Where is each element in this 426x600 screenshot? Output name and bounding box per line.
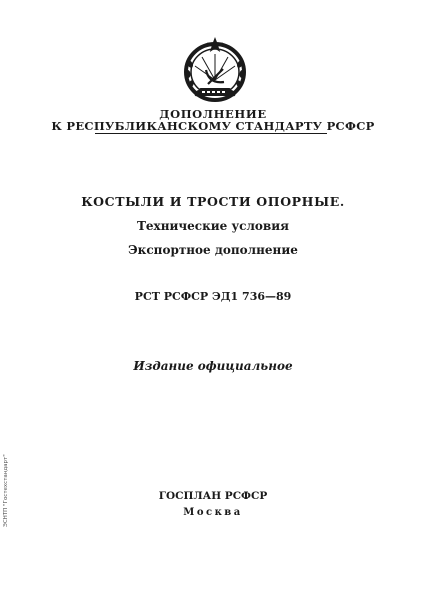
heading-divider bbox=[95, 133, 327, 134]
margin-watermark-note: ЭСНТП "Гостехстандарт" bbox=[3, 454, 9, 527]
document-title: КОСТЫЛИ И ТРОСТИ ОПОРНЫЕ. bbox=[81, 194, 345, 209]
standard-code: РСТ РСФСР ЭД1 736—89 bbox=[134, 290, 292, 303]
rsfsr-coat-of-arms-icon bbox=[182, 36, 248, 104]
official-edition-label: Издание официальное bbox=[133, 359, 293, 373]
publication-city: Москва bbox=[183, 507, 243, 518]
document-subtitle-export-supplement: Экспортное дополнение bbox=[128, 243, 298, 257]
supplement-subheading: К РЕСПУБЛИКАНСКОМУ СТАНДАРТУ РСФСР bbox=[51, 119, 375, 133]
document-subtitle-specifications: Технические условия bbox=[136, 219, 290, 233]
publisher-name: ГОСПЛАН РСФСР bbox=[158, 490, 268, 502]
supplement-heading: ДОПОЛНЕНИЕ bbox=[159, 107, 267, 121]
